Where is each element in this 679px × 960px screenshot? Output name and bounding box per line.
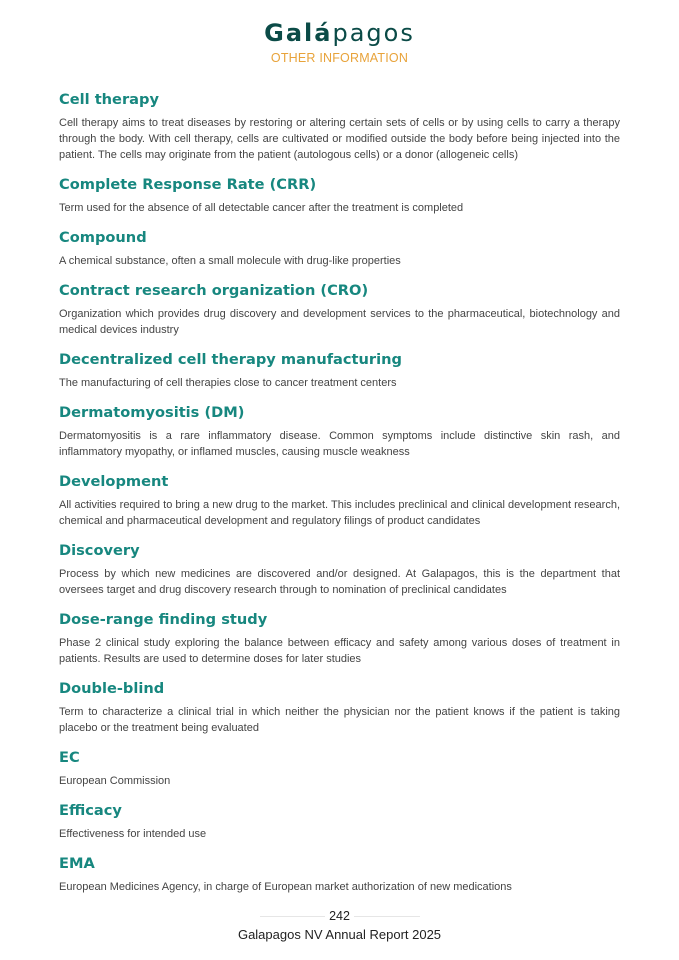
glossary-term: EC bbox=[59, 749, 80, 766]
glossary-term: EMA bbox=[59, 855, 95, 872]
glossary-term: Contract research organization (CRO) bbox=[59, 282, 369, 299]
glossary-entry-dose-range bbox=[59, 610, 620, 667]
glossary-definition: Phase 2 clinical study exploring the balance between efficacy and safety among various doses of treatment in patients. Results are used to determine doses for later studies bbox=[59, 637, 620, 665]
glossary-list bbox=[59, 90, 620, 907]
glossary-term: Complete Response Rate (CRR) bbox=[59, 176, 317, 193]
report-name: Galapagos NV Annual Report 2025 bbox=[237, 927, 442, 942]
glossary-definition: Term used for the absence of all detectable cancer after the treatment is completed bbox=[59, 202, 464, 214]
glossary-entry-discovery bbox=[59, 541, 620, 598]
galapagos-logo bbox=[0, 18, 679, 48]
glossary-definition: The manufacturing of cell therapies close to cancer treatment centers bbox=[59, 377, 397, 389]
glossary-entry-development bbox=[59, 472, 620, 529]
glossary-entry-crr bbox=[59, 175, 620, 216]
section-label: OTHER INFORMATION bbox=[270, 51, 409, 65]
glossary-definition: Organization which provides drug discovery and development services to the pharmaceutical, biotechnology and medical devices industry bbox=[59, 308, 620, 336]
glossary-entry-cro bbox=[59, 281, 620, 338]
glossary-entry-ema bbox=[59, 854, 620, 895]
glossary-term: Decentralized cell therapy manufacturing bbox=[59, 351, 402, 368]
page-number: 242 bbox=[325, 907, 354, 925]
glossary-term: Discovery bbox=[59, 542, 140, 559]
glossary-definition: Effectiveness for intended use bbox=[59, 828, 207, 840]
glossary-definition: Dermatomyositis is a rare inflammatory disease. Common symptoms include distinctive skin rash, and inflammatory myopathy, or inflamed muscles, causing muscle weakness bbox=[59, 430, 620, 458]
glossary-entry-decentralized-manufacturing bbox=[59, 350, 620, 391]
glossary-term: Cell therapy bbox=[59, 91, 159, 108]
glossary-term: Efficacy bbox=[59, 802, 122, 819]
glossary-entry-double-blind bbox=[59, 679, 620, 736]
glossary-entry-efficacy bbox=[59, 801, 620, 842]
glossary-definition: Term to characterize a clinical trial in which neither the physician nor the patient knows if the patient is taking placebo or the treatment being evaluated bbox=[59, 706, 620, 734]
glossary-definition: Process by which new medicines are discovered and/or designed. At Galapagos, this is the department that oversees target and drug discovery research through to nomination of preclinical candidates bbox=[59, 568, 620, 596]
page-footer bbox=[0, 907, 679, 944]
glossary-definition: European Medicines Agency, in charge of European market authorization of new medications bbox=[59, 881, 512, 893]
glossary-entry-ec bbox=[59, 748, 620, 789]
glossary-term: Dermatomyositis (DM) bbox=[59, 404, 245, 421]
glossary-definition: All activities required to bring a new drug to the market. This includes preclinical and clinical development research, chemical and pharmaceutical development and regulatory filings of product candidates bbox=[59, 499, 620, 527]
glossary-definition: European Commission bbox=[59, 775, 171, 787]
glossary-term: Compound bbox=[59, 229, 147, 246]
glossary-entry-dermatomyositis bbox=[59, 403, 620, 460]
glossary-term: Development bbox=[59, 473, 169, 490]
glossary-term: Double-blind bbox=[59, 680, 165, 697]
glossary-definition: Cell therapy aims to treat diseases by restoring or altering certain sets of cells or by using cells to carry a therapy through the body. With cell therapy, cells are cultivated or modified outside the body before being injected into the patient. The cells may originate from the patient (autologous cells) or a donor (allogeneic cells) bbox=[59, 117, 620, 161]
glossary-term: Dose-range finding study bbox=[59, 611, 268, 628]
glossary-entry-cell-therapy bbox=[59, 90, 620, 163]
logo-bold-part: Galá bbox=[264, 19, 333, 47]
glossary-definition: A chemical substance, often a small molecule with drug-like properties bbox=[59, 255, 401, 267]
page-header bbox=[0, 18, 679, 65]
logo-light-part: pagos bbox=[332, 19, 415, 47]
glossary-entry-compound bbox=[59, 228, 620, 269]
